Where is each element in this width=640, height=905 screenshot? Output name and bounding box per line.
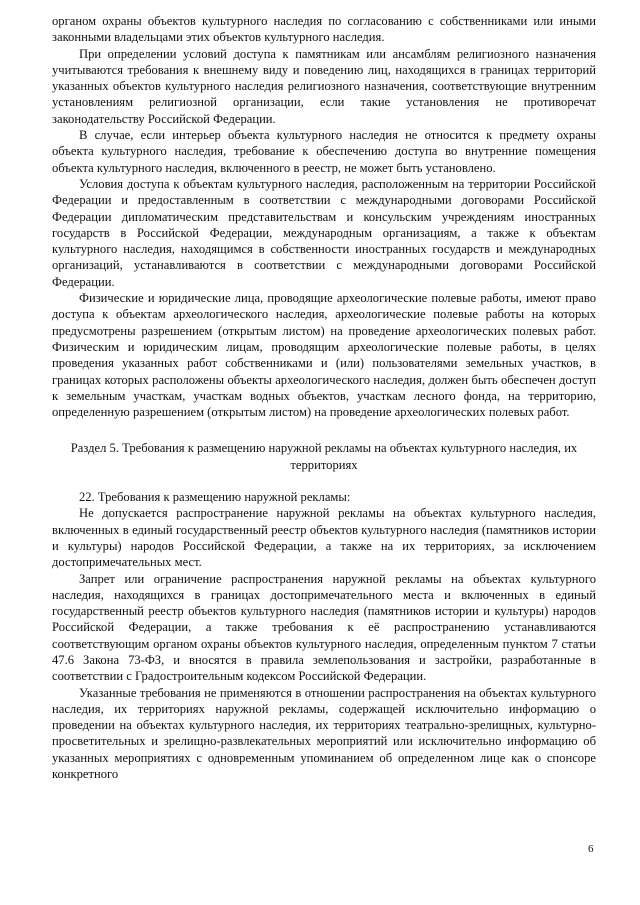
paragraph-diplomatic-objects: Условия доступа к объектам культурного наследия, расположенным на территории Российской Федерации и предоставленным в соответствии с международными договорами Российской Федерации дипломатическим представительствам и консульским учреждениям иностранных государств в Российской Федерации, международным организациям, а также к объектам культурного наследия, находящимся в собственности иностранных государств и международных организаций, устанавливаются в соответствии с международными договорами Российской Федерации. xyxy=(52,176,596,289)
paragraph-advertising-ban: Не допускается распространение наружной рекламы на объектах культурного наследия, включенных в единый государственный реестр объектов культурного наследия (памятников истории и культуры) народов Российской Федерации, а также на их территориях, за исключением достопримечательных мест. xyxy=(52,506,596,570)
paragraph-archaeological-works: Физические и юридические лица, проводящие археологические полевые работы, имеют право доступа к объектам археологического наследия, археологические полевые работы на которых предусмотрены разрешением (открытым листом) на проведение археологических полевых работ. Физическим и юридическим лицам, проводящим археологические полевые работы, в целях проведения указанных работ собственниками и (или) пользователями земельных участков, в границах которых расположены объекты археологического наследия, должен быть обеспечен доступ к земельным участкам, участкам водных объектов, участкам лесного фонда, на территорию, определенную разрешением (открытым листом) на проведение археологических полевых работ. xyxy=(52,291,596,420)
paragraph-religious-sites: При определении условий доступа к памятникам или ансамблям религиозного назначения учитываются требования к внешнему виду и поведению лиц, находящихся в границах территорий указанных объектов культурного наследия религиозного назначения, соответствующие внутренним установлениям религиозной организации, если такие установления не противоречат законодательству Российской Федерации. xyxy=(52,46,596,126)
paragraph-exceptions: Указанные требования не применяются в отношении распространения на объектах культурного наследия, их территориях наружной рекламы, содержащей исключительно информацию о проведении на объектах культурного наследия, их территориях театрально-зрелищных, культурно-просветительных и зрелищно-развлекательных мероприятий или исключительно информацию об указанных мероприятиях с одновременным упоминанием об определенном лице как о спонсоре конкретного xyxy=(52,685,596,782)
page-body xyxy=(52,13,596,782)
paragraph-interior-access: В случае, если интерьер объекта культурного наследия не относится к предмету охраны объекта культурного наследия, требование к обеспечению доступа во внутренние помещения объекта культурного наследия, включенного в реестр, не может быть установлено. xyxy=(52,128,596,175)
paragraph-continuation: органом охраны объектов культурного наследия по согласованию с собственниками или иными законными владельцами этих объектов культурного наследия. xyxy=(52,14,596,45)
page-number: 6 xyxy=(588,843,594,855)
section-heading: Раздел 5. Требования к размещению наружной рекламы на объектах культурного наследия, их территориях xyxy=(70,441,578,472)
paragraph-advertising-restriction: Запрет или ограничение распространения наружной рекламы на объектах культурного наследия, находящихся в границах достопримечательного места и включенных в единый государственный реестр объектов культурного наследия (памятников истории и культуры) народов Российской Федерации, а также требования к её распространению устанавливаются соответствующим органом охраны объектов культурного наследия, определенным пунктом 7 статьи 47.6 Закона 73-ФЗ, и вносятся в правила землепользования и застройки, разработанные в соответствии с Градостроительным кодексом Российской Федерации. xyxy=(52,571,596,684)
paragraph-item-22: 22. Требования к размещению наружной рекламы: xyxy=(79,490,351,505)
